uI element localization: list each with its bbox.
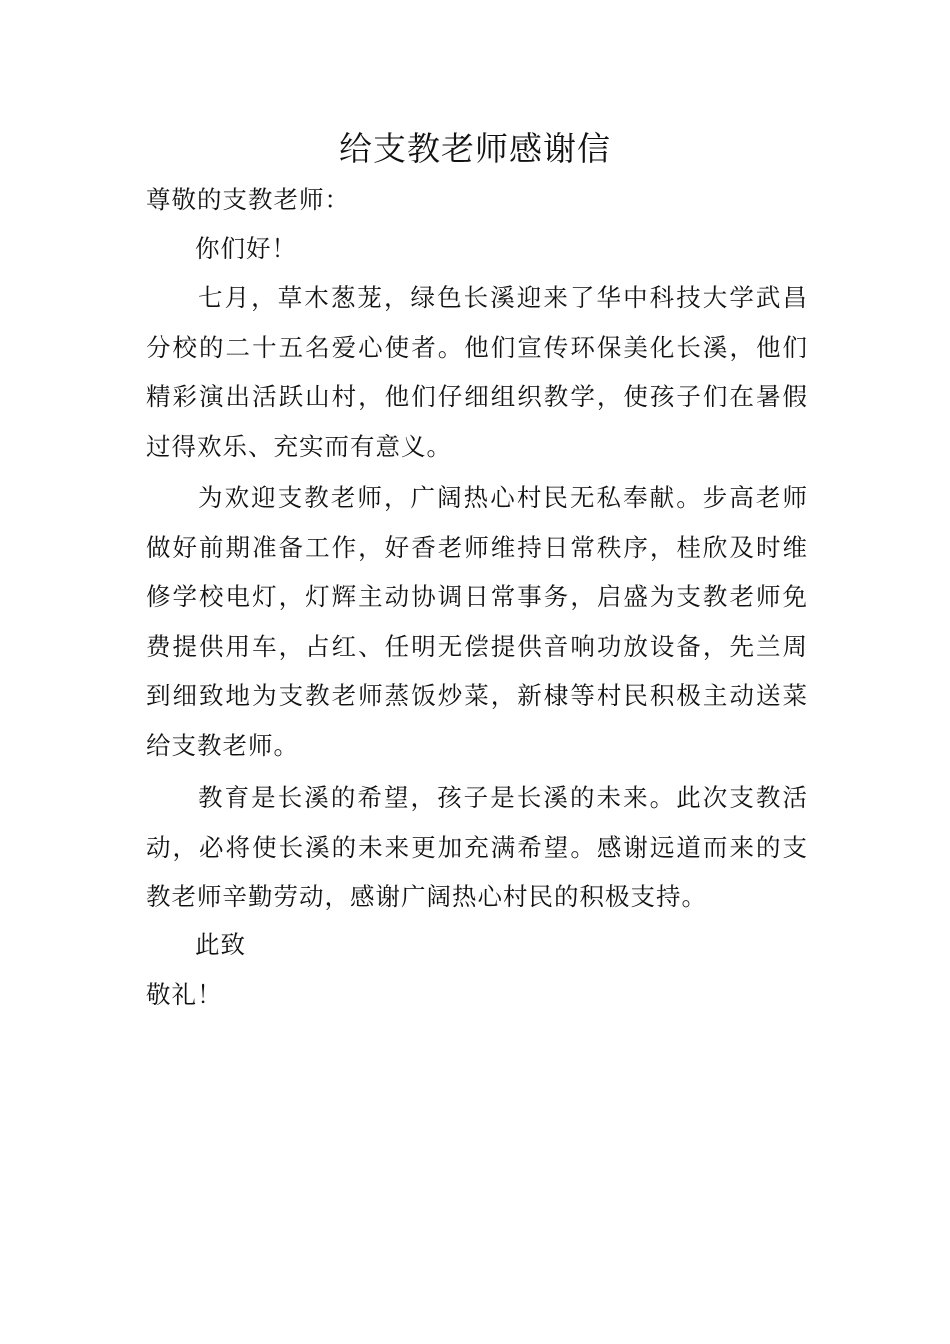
document-title: 给支教老师感谢信 xyxy=(339,129,611,168)
paragraph-2: 为欢迎支教老师，广阔热心村民无私奉献。步高老师做好前期准备工作，好香老师维持日常秩序，桂欣及时维修学校电灯，灯辉主动协调日常事务，启盛为支教老师免费提供用车，占红、任明无偿提供音响功放设备，先兰周到细致地为支教老师蒸饭炒菜，新棣等村民积极主动送菜给支教老师。 xyxy=(146,483,808,760)
regards: 敬礼！ xyxy=(146,980,223,1009)
salutation: 尊敬的支教老师： xyxy=(146,185,350,214)
paragraph-1: 七月，草木葱茏，绿色长溪迎来了华中科技大学武昌分校的二十五名爱心使者。他们宣传环保美化长溪，他们精彩演出活跃山村，他们仔细组织教学，使孩子们在暑假过得欢乐、充实而有意义。 xyxy=(146,283,808,461)
closing: 此致 xyxy=(195,930,246,959)
paragraph-3: 教育是长溪的希望，孩子是长溪的未来。此次支教活动，必将使长溪的未来更加充满希望。感谢远道而来的支教老师辛勤劳动，感谢广阔热心村民的积极支持。 xyxy=(146,783,808,911)
greeting: 你们好！ xyxy=(195,234,297,263)
